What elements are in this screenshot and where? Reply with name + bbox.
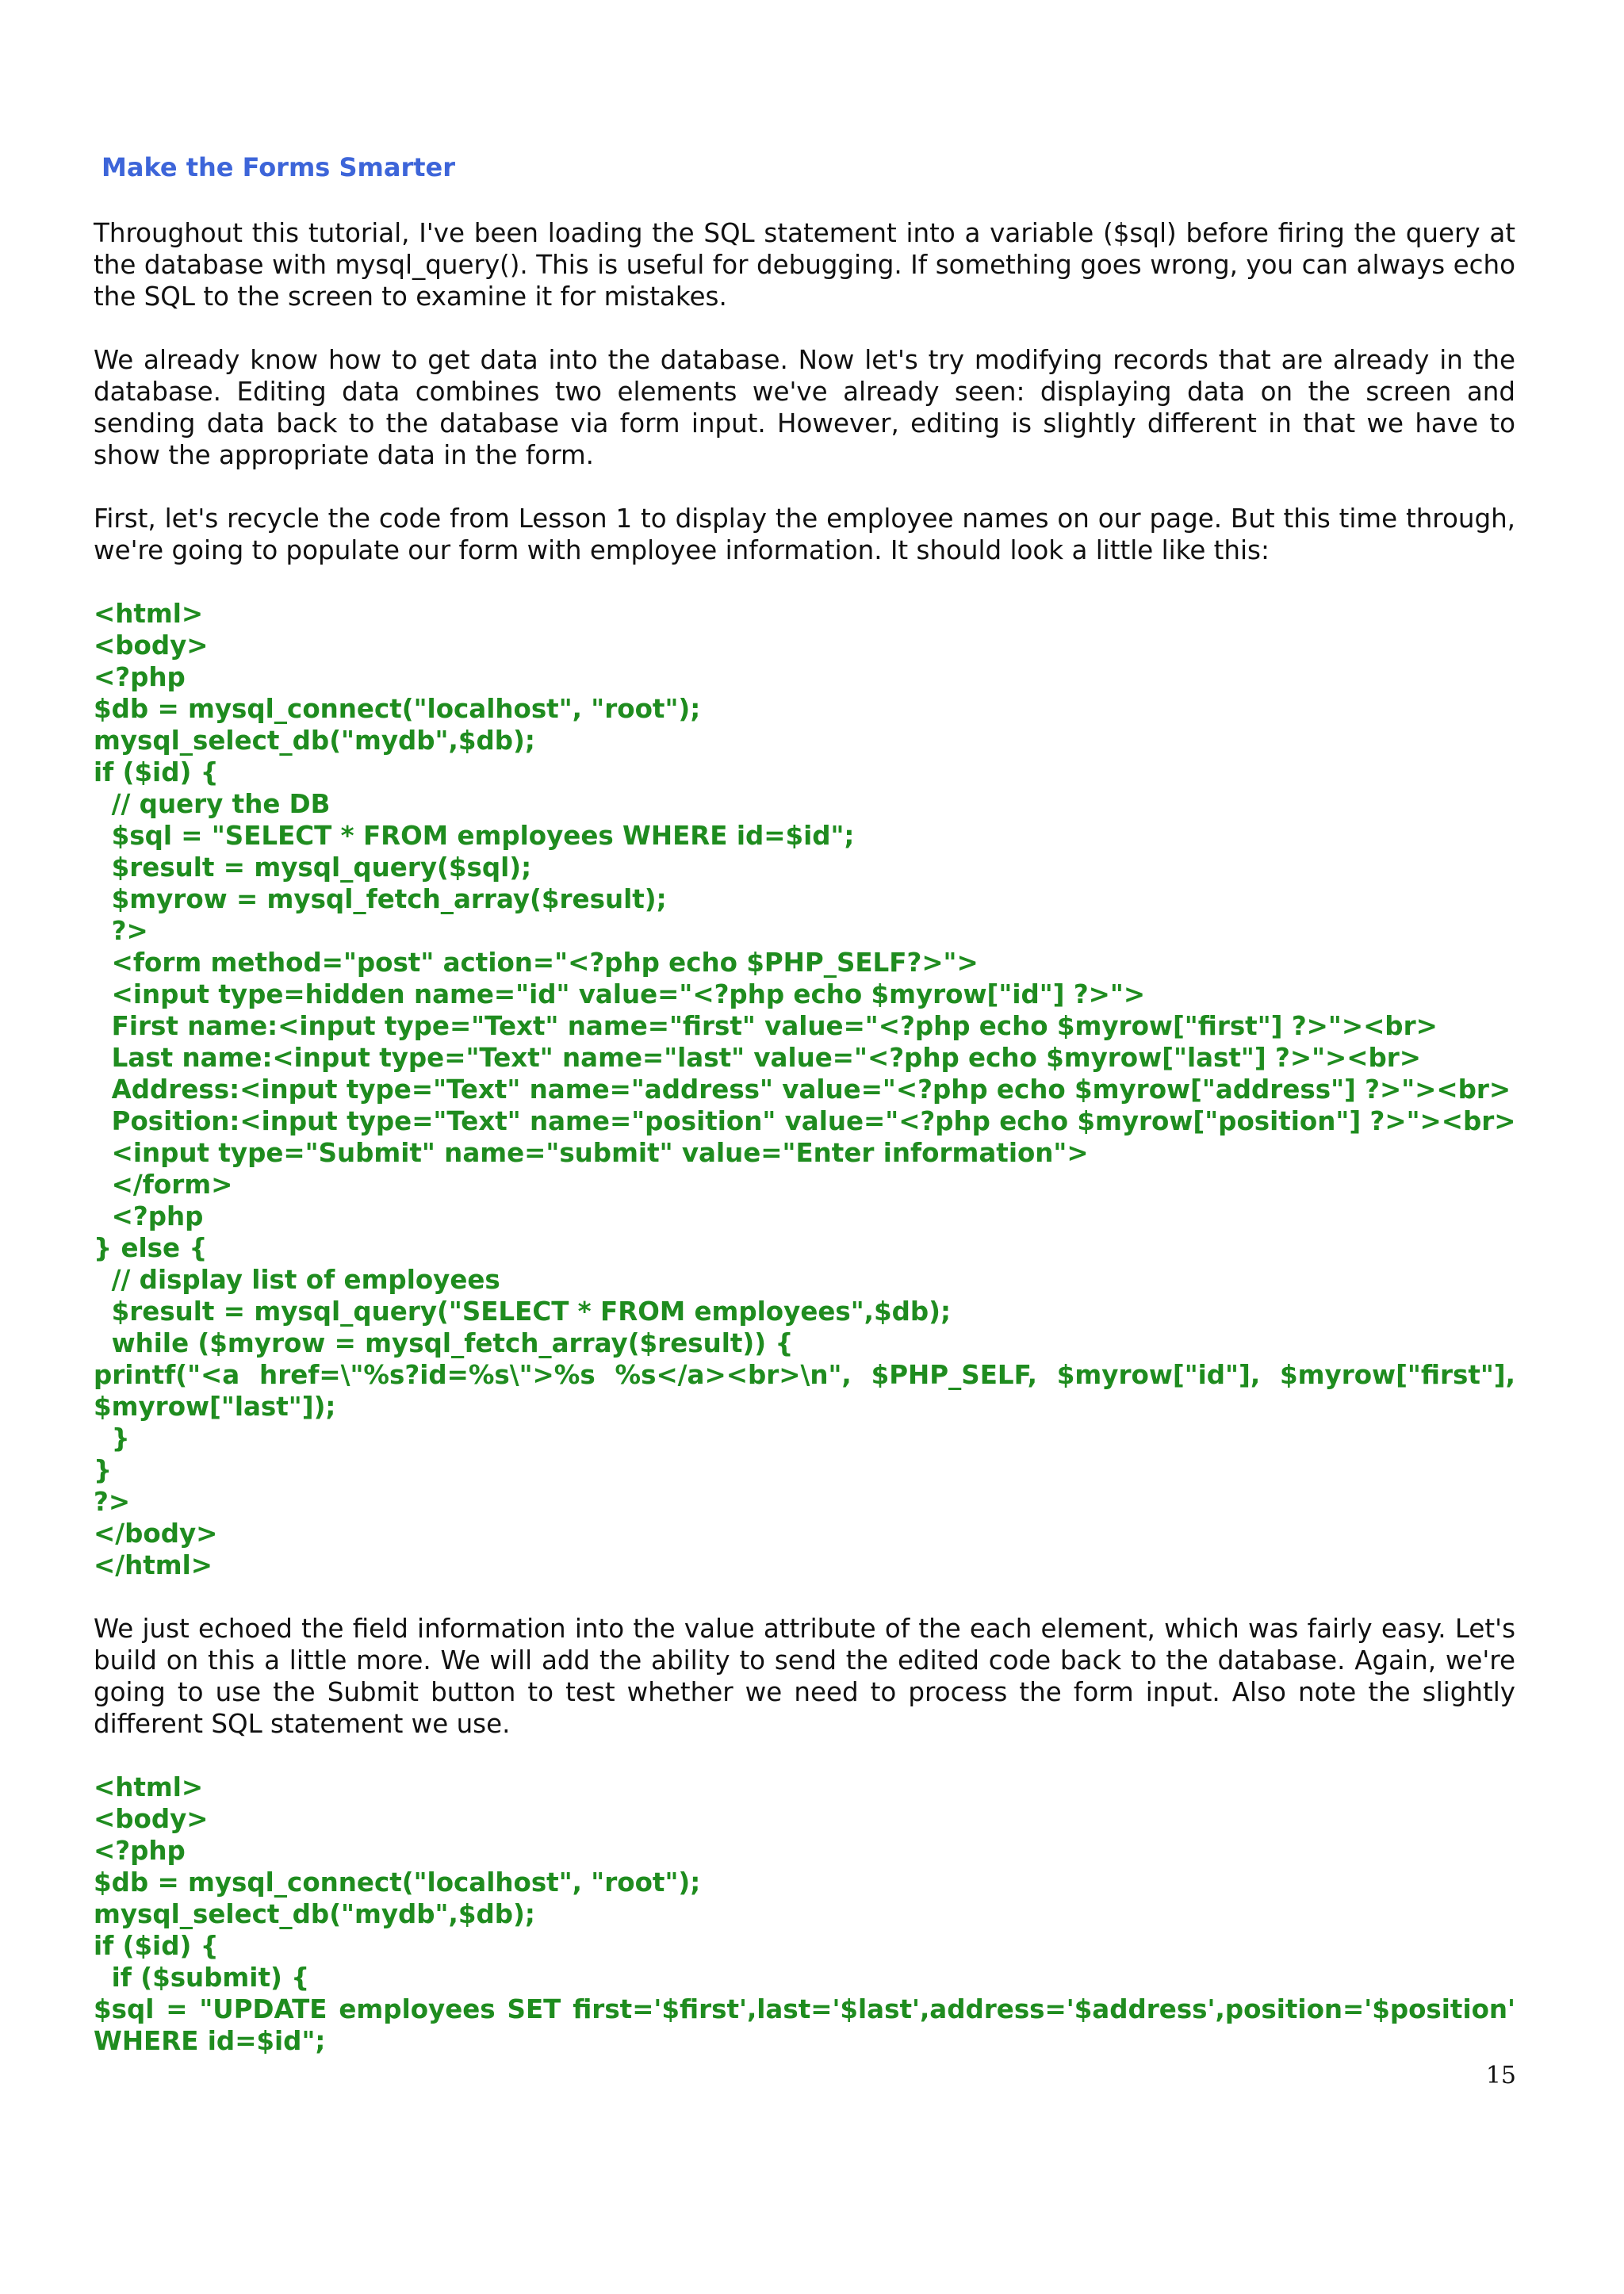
code-line: } [94, 1423, 130, 1453]
code-line: <input type="Submit" name="submit" value="Enter information"> [94, 1138, 1089, 1168]
code-line: </html> [94, 1550, 213, 1580]
code-line: <?php [94, 1201, 204, 1231]
code-line: </body> [94, 1518, 218, 1549]
code-line: Address:<input type="Text" name="address" value="<?php echo $myrow["address"] ?>"><br> [94, 1074, 1511, 1105]
code-line: $db = mysql_connect("localhost", "root"); [94, 694, 701, 724]
code-line: <body> [94, 1804, 209, 1834]
code-line: <?php [94, 1836, 186, 1866]
code-line: <input type=hidden name="id" value="<?php echo $myrow["id"] ?>"> [94, 979, 1146, 1009]
code-line: <html> [94, 599, 204, 629]
code-line: <html> [94, 1772, 204, 1802]
code-line: <?php [94, 662, 186, 692]
code-line: $result = mysql_query($sql); [94, 852, 532, 883]
code-line: <form method="post" action="<?php echo $PHP_SELF?>"> [94, 948, 979, 978]
page-content [94, 147, 1515, 2089]
code-line: Position:<input type="Text" name="position" value="<?php echo $myrow["position"] ?>"><br> [94, 1106, 1516, 1136]
paragraph-1: Throughout this tutorial, I've been loading the SQL statement into a variable ($sql) before firing the query at the database with mysql_query(). This is useful for debugging. If something goes wrong, you can always echo the SQL to the screen to examine it for mistakes. [94, 218, 1515, 312]
code-line: First name:<input type="Text" name="first" value="<?php echo $myrow["first"] ?>"><br> [94, 1011, 1438, 1041]
code-line: </form> [94, 1170, 233, 1200]
section-heading: Make the Forms Smarter [102, 152, 456, 182]
code-line: } [94, 1455, 113, 1485]
code-line: ?> [94, 916, 148, 946]
code-line: $sql = "UPDATE employees SET first='$first',last='$last',address='$address',position='$position' WHERE id=$id"; [94, 1994, 1515, 2056]
code-line: mysql_select_db("mydb",$db); [94, 726, 535, 756]
code-line: mysql_select_db("mydb",$db); [94, 1899, 535, 1929]
code-block-2 [94, 1771, 1515, 2057]
code-line: // query the DB [94, 789, 331, 819]
code-line: $myrow = mysql_fetch_array($result); [94, 884, 667, 914]
code-line: $db = mysql_connect("localhost", "root"); [94, 1867, 701, 1898]
code-line: } else { [94, 1233, 208, 1263]
code-line: // display list of employees [94, 1265, 500, 1295]
paragraph-2: We already know how to get data into the database. Now let's try modifying records that are already in the database. Editing data combines two elements we've already seen: displaying data on the screen and sending data back to the database via form input. However, editing is slightly different in that we have to show the appropriate data in the form. [94, 345, 1515, 470]
code-line: if ($submit) { [94, 1963, 310, 1993]
code-block-1 [94, 598, 1515, 1581]
page-number: 15 [1485, 2062, 1516, 2089]
paragraph-3: First, let's recycle the code from Lesson 1 to display the employee names on our page. But this time through, we're going to populate our form with employee information. It should look a little like this: [94, 504, 1515, 565]
code-line: if ($id) { [94, 757, 219, 787]
code-line: while ($myrow = mysql_fetch_array($result)) { [94, 1328, 794, 1358]
code-line: ?> [94, 1487, 131, 1517]
code-line: $result = mysql_query("SELECT * FROM employees",$db); [94, 1296, 952, 1327]
paragraph-4: We just echoed the field information into the value attribute of the each element, which was fairly easy. Let's build on this a little more. We will add the ability to send the edited code back to the database. Again, we're going to use the Submit button to test whether we need to process the form input. Also note the slightly different SQL statement we use. [94, 1614, 1515, 1739]
code-line: Last name:<input type="Text" name="last" value="<?php echo $myrow["last"] ?>"><br> [94, 1043, 1422, 1073]
code-line: <body> [94, 630, 209, 661]
code-line: $sql = "SELECT * FROM employees WHERE id=$id"; [94, 821, 855, 851]
code-line: if ($id) { [94, 1931, 219, 1961]
code-line: printf("<a href=\"%s?id=%s\">%s %s</a><br>\n", $PHP_SELF, $myrow["id"], $myrow["first"], $myrow["last"]); [94, 1360, 1515, 1422]
